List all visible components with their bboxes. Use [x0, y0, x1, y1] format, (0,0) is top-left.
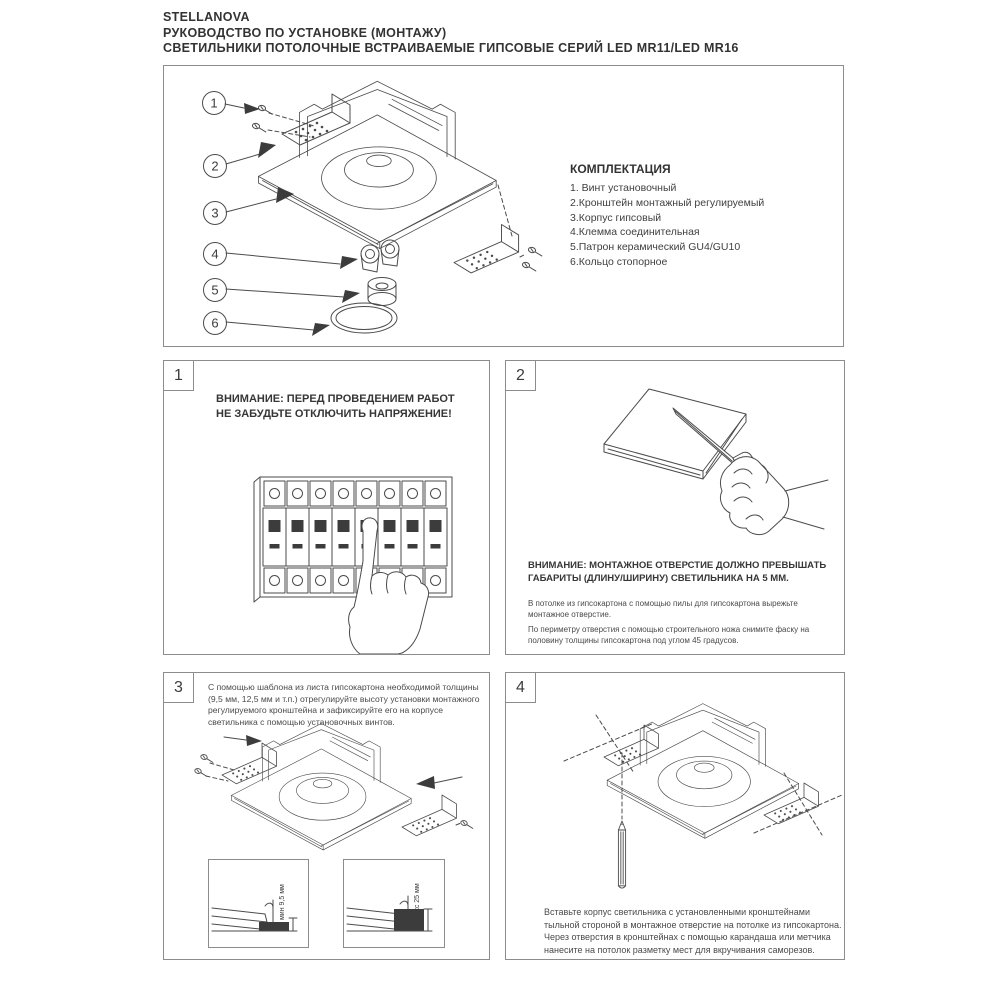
parts-item: 1. Винт установочный [570, 182, 677, 194]
step1-panel [163, 360, 490, 655]
socket-drawing [368, 278, 396, 306]
page-header [163, 10, 739, 57]
parts-item: 5.Патрон керамический GU4/GU10 [570, 241, 741, 254]
inset-max-depth [343, 859, 445, 948]
callout-4 [204, 243, 359, 270]
step2-warning: ВНИМАНИЕ: МОНТАЖНОЕ ОТВЕРСТИЕ ДОЛЖНО ПРЕВЫШАТЬ ГАБАРИТЫ (ДЛИНУ/ШИРИНУ) СВЕТИЛЬНИКА НА 5 ММ. [528, 560, 827, 584]
ring-drawing [331, 303, 397, 333]
board-cutting-drawing [506, 361, 844, 551]
max-depth-label: макс 25 мм [414, 883, 421, 920]
min-depth-drawing [209, 860, 308, 947]
step1-warning: ВНИМАНИЕ: ПЕРЕД ПРОВЕДЕНИЕМ РАБОТ НЕ ЗАБУДЬТЕ ОТКЛЮЧИТЬ НАПРЯЖЕНИЕ! [216, 393, 455, 420]
step4-text: Вставьте корпус светильника с установленными кронштейнами тыльной стороной в монтажное отверстие на потолке из гипсокартона. Через отверстия в кронштейнах с помощью карандаша или метчика нанесите на потолок разметку мест для вкручивания саморезов. [544, 907, 842, 955]
callout-1 [203, 92, 261, 115]
svg-text:4: 4 [211, 246, 219, 262]
callout-2 [204, 142, 277, 178]
parts-item: 4.Клемма соединительная [570, 226, 700, 239]
step2-body: В потолке из гипсокартона с помощью пилы для гипсокартона вырежьте монтажное отверстие. По периметру отверстия с помощью строительного ножа снимите фаску на половину толщины гипсокартона под углом 45 градусов. [528, 599, 810, 645]
step1-number: 1 [174, 366, 183, 384]
parts-item: 2.Кронштейн монтажный регулируемый [570, 196, 765, 209]
parts-item: 6.Кольцо стопорное [570, 255, 668, 268]
breaker-panel-drawing [164, 361, 489, 654]
parts-list [570, 162, 840, 270]
holding-hand-drawing [720, 457, 828, 535]
step2-number: 2 [516, 366, 525, 384]
step3-panel [163, 672, 490, 960]
svg-text:1: 1 [210, 95, 218, 111]
svg-text:3: 3 [211, 205, 219, 221]
callout-5 [204, 279, 361, 304]
inset-min-depth [208, 859, 309, 948]
doc-title-line1: РУКОВОДСТВО ПО УСТАНОВКЕ (МОНТАЖУ) [163, 25, 447, 40]
step2-panel [505, 360, 845, 655]
step4-number: 4 [516, 678, 525, 696]
pencil-drawing [618, 821, 625, 888]
svg-text:6: 6 [211, 315, 219, 331]
step3-number: 3 [174, 678, 183, 696]
doc-title-line2: СВЕТИЛЬНИКИ ПОТОЛОЧНЫЕ ВСТРАИВАЕМЫЕ ГИПСОВЫЕ СЕРИЙ LED MR11/LED MR16 [163, 41, 739, 55]
svg-text:5: 5 [211, 282, 219, 298]
svg-text:2: 2 [211, 158, 219, 174]
callout-3 [204, 187, 295, 225]
brand-name: STELLANOVA [163, 10, 250, 24]
step3-text: С помощью шаблона из листа гипсокартона необходимой толщины (9,5 мм, 12,5 мм и т.п.) отрегулируйте высоту установки монтажного регулируемого кронштейна и зафиксируйте его на корпусе светильника с помощью установочных винтов. [208, 682, 480, 727]
parts-list-title: КОМПЛЕКТАЦИЯ [570, 162, 671, 176]
step4-panel [505, 672, 845, 960]
min-depth-label: мин 9,5 мм [279, 884, 286, 920]
callout-6 [204, 312, 331, 337]
overview-panel [163, 65, 844, 347]
parts-item: 3.Корпус гипсовый [570, 211, 662, 224]
max-depth-drawing [344, 860, 444, 947]
